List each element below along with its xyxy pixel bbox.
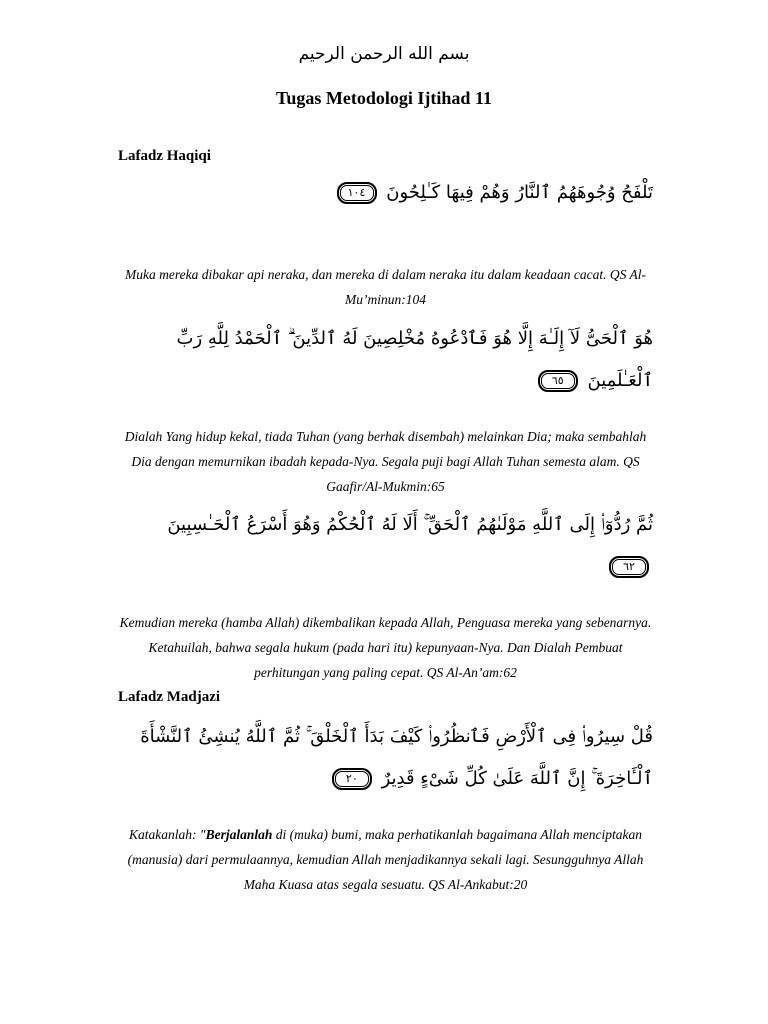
page-title: Tugas Metodologi Ijtihad 11 bbox=[276, 88, 492, 108]
ayah-number-badge: ١٠٤ bbox=[337, 182, 377, 204]
verse-text: تَلْفَحُ وُجُوهَهُمُ ٱلنَّارُ وَهُمْ فِيهَا كَـٰلِحُونَ bbox=[386, 182, 653, 203]
translation-body: di (muka) bumi, maka perhatikanlah bagaimana Allah menciptakan (manusia) dari permulaannya, kemudian Allah menjadikannya sekali lagi. Sesungguhnya Allah Maha Kuasa atas segala sesuatu. QS Al-Ankabut:20 bbox=[127, 827, 644, 892]
verse-text: هُوَ ٱلْحَىُّ لَآ إِلَـٰهَ إِلَّا هُوَ فَٱدْعُوهُ مُخْلِصِينَ لَهُ ٱلدِّينَ ۗ ٱلْحَمْدُ لِلَّهِ رَبِّ ٱلْعَـٰلَمِينَ bbox=[176, 328, 653, 391]
verse-translation-1: Muka mereka dibakar api neraka, dan mereka di dalam neraka itu dalam keadaan cacat. QS Al-Mu’minun:104 bbox=[124, 267, 646, 307]
verse-arabic-3 bbox=[118, 504, 653, 588]
verse-arabic-4 bbox=[118, 716, 653, 800]
section-heading-madjazi: Lafadz Madjazi bbox=[118, 689, 221, 705]
basmalah: بسم الله الرحمن الرحيم bbox=[298, 44, 470, 64]
section-heading-haqiqi: Lafadz Haqiqi bbox=[118, 148, 211, 164]
verse-arabic-2 bbox=[118, 318, 653, 402]
ayah-number-badge: ٦٢ bbox=[609, 556, 649, 578]
ayah-number-badge: ٦٥ bbox=[538, 370, 578, 392]
translation-prefix: Katakanlah: " bbox=[129, 827, 206, 842]
ayah-number-badge: ٢٠ bbox=[332, 768, 372, 790]
verse-translation-2: Dialah Yang hidup kekal, tiada Tuhan (yang berhak disembah) melainkan Dia; maka sembahlah Dia dengan memurnikan ibadah kepada-Nya. Segala puji bagi Allah Tuhan semesta alam. QS Gaafir/Al-Mukmin:65 bbox=[124, 429, 647, 494]
verse-arabic-1 bbox=[118, 172, 653, 214]
verse-translation-3: Kemudian mereka (hamba Allah) dikembalikan kepada Allah, Penguasa mereka yang sebenarnya. Ketahuilah, bahwa segala hukum (pada hari itu) kepunyaan-Nya. Dan Dialah Pembuat perhitungan yang paling cepat. QS Al-An’am:62 bbox=[119, 615, 652, 680]
verse-translation-4 bbox=[118, 822, 653, 897]
verse-text: ثُمَّ رُدُّوٓا۟ إِلَى ٱللَّهِ مَوْلَىٰهُمُ ٱلْحَقِّ ۚ أَلَا لَهُ ٱلْحُكْمُ وَهُوَ أَسْرَعُ ٱلْحَـٰسِبِينَ bbox=[167, 514, 653, 535]
verse-text: قُلْ سِيرُوا۟ فِى ٱلْأَرْضِ فَٱنظُرُوا۟ كَيْفَ بَدَأَ ٱلْخَلْقَ ۚ ثُمَّ ٱللَّهُ يُنشِئُ ٱلنَّشْأَةَ ٱلْـَٔاخِرَةَ ۚ إِنَّ ٱللَّهَ عَلَىٰ كُلِّ شَىْءٍ قَدِيرٌ bbox=[140, 726, 653, 789]
translation-emphasis: Berjalanlah bbox=[205, 827, 273, 842]
